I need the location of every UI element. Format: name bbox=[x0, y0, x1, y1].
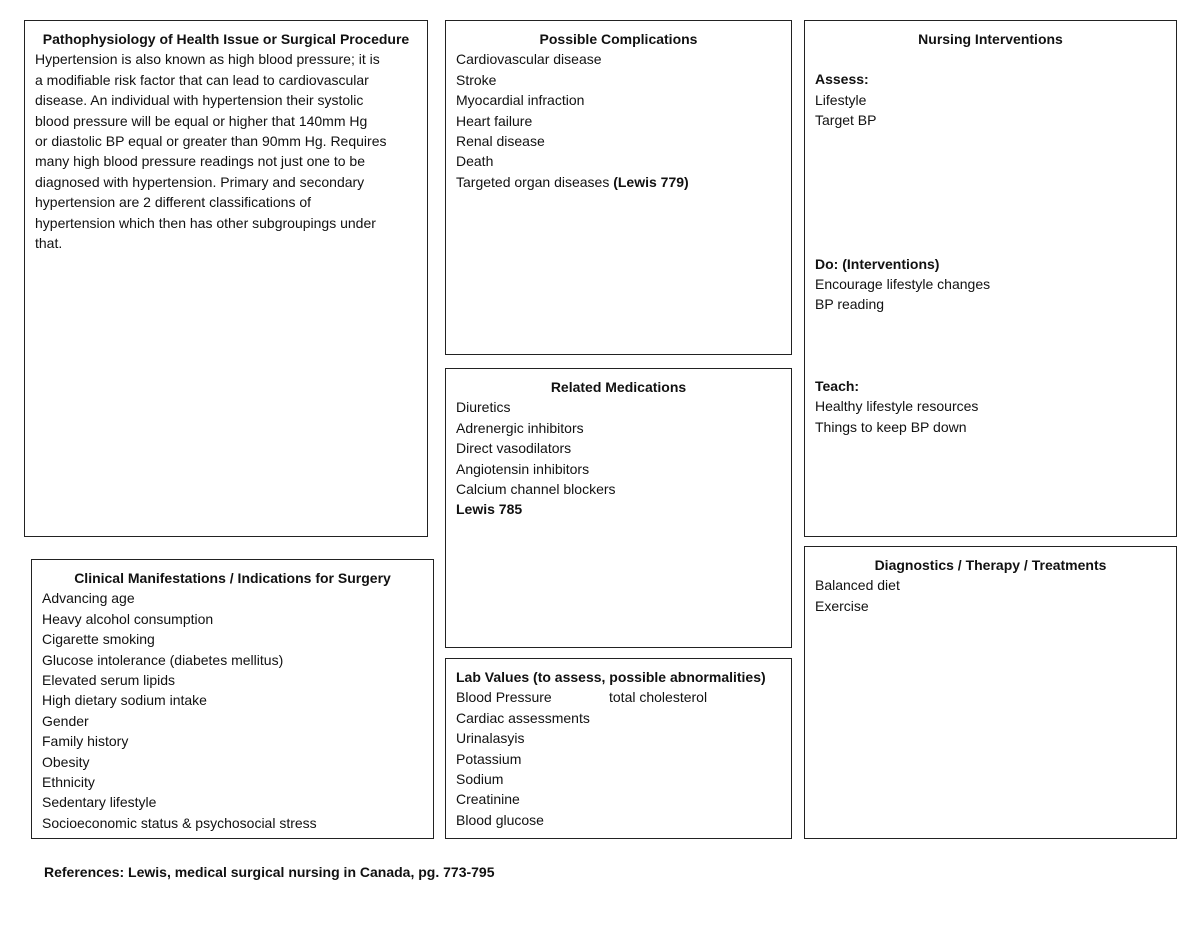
list-item: Glucose intolerance (diabetes mellitus) bbox=[42, 651, 284, 668]
do-label: Do: (Interventions) bbox=[815, 255, 940, 272]
list-item: Elevated serum lipids bbox=[42, 672, 176, 689]
para-line: or diastolic BP equal or greater than 90mm Hg. Requires bbox=[35, 133, 387, 150]
list-item bbox=[456, 687, 781, 707]
list-item: Direct vasodilators bbox=[456, 440, 572, 457]
lab-item: Blood Pressure bbox=[456, 689, 552, 706]
list-item: High dietary sodium intake bbox=[42, 692, 207, 709]
list-item: Family history bbox=[42, 733, 129, 750]
para-line: Hypertension is also known as high blood pressure; it is bbox=[35, 51, 380, 68]
lab-values-title: Lab Values (to assess, possible abnormalities) bbox=[456, 669, 766, 685]
list-item: Sedentary lifestyle bbox=[42, 794, 157, 811]
list-item: Stroke bbox=[456, 71, 497, 88]
complications-box bbox=[445, 20, 792, 355]
citation: (Lewis 779) bbox=[613, 173, 689, 190]
lab-item: total cholesterol bbox=[609, 689, 708, 706]
list-item: Gender bbox=[42, 712, 89, 729]
para-line: disease. An individual with hypertension their systolic bbox=[35, 92, 364, 109]
pathophysiology-text bbox=[35, 49, 417, 253]
clinical-manifestations-box bbox=[31, 559, 434, 839]
assess-label: Assess: bbox=[815, 71, 869, 88]
list-item: Death bbox=[456, 153, 494, 170]
list-item: Myocardial infraction bbox=[456, 92, 585, 109]
list-item: Calcium channel blockers bbox=[456, 481, 616, 498]
pathophysiology-title: Pathophysiology of Health Issue or Surgical Procedure bbox=[42, 31, 410, 47]
list-item: Encourage lifestyle changes bbox=[815, 276, 991, 293]
para-line: a modifiable risk factor that can lead to cardiovascular bbox=[35, 71, 369, 88]
list-item: Blood glucose bbox=[456, 811, 544, 828]
list-item: Cigarette smoking bbox=[42, 631, 155, 648]
references: References: Lewis, medical surgical nursing in Canada, pg. 773-795 bbox=[44, 864, 495, 880]
list-item: Advancing age bbox=[42, 590, 135, 607]
diagnostics-box bbox=[804, 546, 1177, 839]
para-line: hypertension are 2 different classifications of bbox=[35, 194, 312, 211]
citation: Lewis 785 bbox=[456, 501, 523, 518]
list-item: Diuretics bbox=[456, 399, 511, 416]
list-item: Exercise bbox=[815, 597, 869, 614]
list-item: Socioeconomic status & psychosocial stress bbox=[42, 814, 317, 831]
list-item: Ethnicity bbox=[42, 774, 95, 791]
list-item: Creatinine bbox=[456, 791, 520, 808]
list-item: Obesity bbox=[42, 753, 90, 770]
list-item: Balanced diet bbox=[815, 577, 900, 594]
list-item: Potassium bbox=[456, 750, 522, 767]
para-line: many high blood pressure readings not just one to be bbox=[35, 153, 365, 170]
para-line: that. bbox=[35, 235, 63, 252]
diagnostics-title: Diagnostics / Therapy / Treatments bbox=[874, 557, 1107, 573]
list-item: Heart failure bbox=[456, 112, 533, 129]
complications-title: Possible Complications bbox=[539, 31, 698, 47]
list-item: BP reading bbox=[815, 296, 885, 313]
teach-label: Teach: bbox=[815, 377, 860, 394]
list-item: Target BP bbox=[815, 112, 877, 129]
medications-title: Related Medications bbox=[550, 379, 687, 395]
para-line: diagnosed with hypertension. Primary and secondary bbox=[35, 173, 365, 190]
list-item: Angiotensin inhibitors bbox=[456, 460, 590, 477]
list-item bbox=[456, 172, 781, 192]
list-item: Renal disease bbox=[456, 133, 545, 150]
list-item: Things to keep BP down bbox=[815, 418, 967, 435]
list-item: Healthy lifestyle resources bbox=[815, 398, 979, 415]
list-item: Cardiovascular disease bbox=[456, 51, 602, 68]
list-item: Sodium bbox=[456, 771, 504, 788]
nursing-interventions-title: Nursing Interventions bbox=[918, 31, 1063, 47]
clinical-manifestations-title: Clinical Manifestations / Indications for Surgery bbox=[74, 570, 391, 586]
list-item: Urinalasyis bbox=[456, 730, 525, 747]
list-item: Cardiac assessments bbox=[456, 709, 590, 726]
list-item: Heavy alcohol consumption bbox=[42, 610, 214, 627]
nursing-interventions-box bbox=[804, 20, 1177, 537]
para-line: blood pressure will be equal or higher that 140mm Hg bbox=[35, 112, 368, 129]
list-item-text: Targeted organ diseases bbox=[456, 173, 614, 190]
lab-values-box bbox=[445, 658, 792, 839]
list-item: Lifestyle bbox=[815, 91, 867, 108]
pathophysiology-box bbox=[24, 20, 428, 537]
medications-box bbox=[445, 368, 792, 648]
para-line: hypertension which then has other subgroupings under bbox=[35, 214, 376, 231]
list-item: Adrenergic inhibitors bbox=[456, 419, 584, 436]
